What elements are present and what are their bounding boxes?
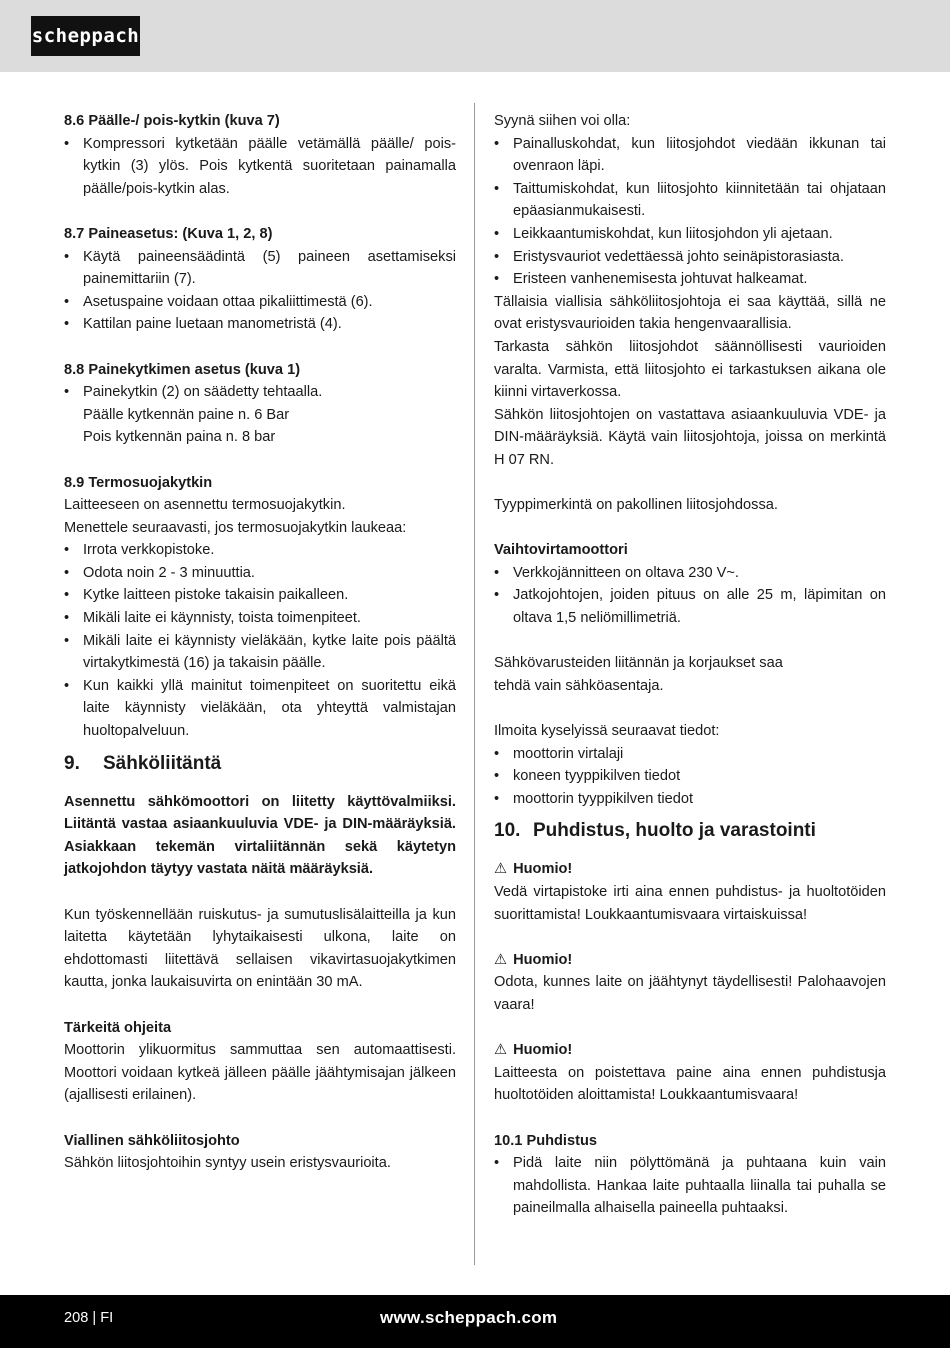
- warning-icon: ⚠: [494, 1042, 508, 1059]
- left-column: [64, 110, 456, 1175]
- column-divider: [474, 103, 475, 1265]
- list-item: • Kytke laitteen pistoke takaisin paikalleen.: [64, 584, 456, 607]
- on-pressure-text: Päälle kytkennän paine n. 6 Bar: [83, 406, 290, 423]
- list-item: • Mikäli laite ei käynnisty, toista toimenpiteet.: [64, 607, 456, 630]
- list-item: • Verkkojännitteen on oltava 230 V~.: [494, 562, 886, 585]
- section-8-9-line2: Menettele seuraavasti, jos termosuojakytkin laukeaa:: [64, 519, 407, 536]
- electrician-line-1: Sähkövarusteiden liitännän ja korjaukset saa: [494, 655, 783, 672]
- list-item: • moottorin tyyppikilven tiedot: [494, 788, 886, 811]
- website-url[interactable]: www.scheppach.com: [380, 1308, 558, 1327]
- section-9-para: Kun työskennellään ruiskutus- ja sumutuslisälaitteilla ja kun laitetta käytetään lyhytaikaisesti ulkona, laite on ehdottomasti liitettävä sellaisen vikavirtasuojakytkimen kautta, jonka laukaisuvirta on enintään 30 mA.: [64, 906, 456, 991]
- list-item: • koneen tyyppikilven tiedot: [494, 765, 886, 788]
- list-item: • Mikäli laite ei käynnisty vieläkään, kytke laite pois päältä virtakytkimestä (16) ja takaisin päälle.: [64, 630, 456, 675]
- inquiry-intro: Ilmoita kyselyissä seuraavat tiedot:: [494, 723, 720, 740]
- para-1: Tällaisia viallisia sähköliitosjohtoja ei saa käyttää, sillä ne ovat eristysvaurioiden takia hengenvaarallisia.: [494, 293, 886, 333]
- causes-intro: Syynä siihen voi olla:: [494, 113, 631, 129]
- section-8-6-list: [64, 133, 456, 201]
- warning-3-text: Laitteesta on poistettava paine aina ennen puhdistusja huoltotöiden aloittamista! Loukkaantumisvaara!: [494, 1064, 886, 1104]
- section-10-title-text: Puhdistus, huolto ja varastointi: [533, 820, 816, 842]
- important-text: Moottorin ylikuormitus sammuttaa sen automaattisesti. Moottori voidaan kytkeä jälleen päälle jäähtymisajan jälkeen (ajallisesti erilainen).: [64, 1042, 456, 1104]
- warning-label: Huomio!: [513, 1042, 573, 1059]
- list-item: • Irrota verkkopistoke.: [64, 539, 456, 562]
- ac-motor-heading: Vaihtovirtamoottori: [494, 542, 628, 559]
- section-8-9-list: [64, 539, 456, 742]
- list-item: • Eristysvauriot vedettäessä johto seinäpistorasiasta.: [494, 246, 886, 269]
- ac-motor-list: [494, 562, 886, 630]
- para-4: Tyyppimerkintä on pakollinen liitosjohdossa.: [494, 497, 778, 514]
- faulty-cable-heading: Viallinen sähköliitosjohto: [64, 1132, 240, 1149]
- list-item: • Pidä laite niin pölyttömänä ja puhtaana kuin vain mahdollista. Hankaa laite puhtaalla liinalla tai puhalla se paineilmalla alhaisella paineella puhtaaksi.: [494, 1152, 886, 1220]
- list-item: • Kattilan paine luetaan manometristä (4).: [64, 313, 456, 336]
- section-10-1-heading: 10.1 Puhdistus: [494, 1132, 597, 1149]
- electrician-line-2: tehdä vain sähköasentaja.: [494, 677, 664, 694]
- important-heading: Tärkeitä ohjeita: [64, 1019, 172, 1036]
- right-column: [494, 110, 886, 1220]
- section-10-number: 10.: [494, 820, 521, 842]
- warning-icon: ⚠: [494, 861, 508, 878]
- warning-2-heading: [494, 949, 886, 972]
- section-8-8-list: [64, 381, 456, 404]
- list-item: • Kompressori kytketään päälle vetämällä päälle/ pois-kytkin (3) ylös. Pois kytkentä suoritetaan painamalla päälle/pois-kytkin alas.: [64, 133, 456, 201]
- off-pressure-text: Pois kytkennän paina n. 8 bar: [83, 429, 276, 446]
- warning-3-heading: [494, 1039, 886, 1062]
- inquiry-list: [494, 743, 886, 811]
- list-item: • Kun kaikki yllä mainitut toimenpiteet on suoritettu eikä laite käynnisty vieläkään, ota yhteyttä valmistajan huoltopalveluun.: [64, 675, 456, 743]
- list-item: • Painalluskohdat, kun liitosjohdot viedään ikkunan tai ovenraon läpi.: [494, 133, 886, 178]
- list-item: • Jatkojohtojen, joiden pituus on alle 25 m, läpimitan on oltava 1,5 neliömillimetriä.: [494, 584, 886, 629]
- causes-list: [494, 133, 886, 291]
- warning-1-heading: [494, 858, 886, 881]
- list-item: • Painekytkin (2) on säädetty tehtaalla.: [64, 381, 456, 404]
- section-10-1-list: [494, 1152, 886, 1220]
- section-9-title-text: Sähköliitäntä: [103, 752, 222, 774]
- section-8-9-heading: 8.9 Termosuojakytkin: [64, 474, 213, 491]
- section-9-title: [64, 751, 456, 777]
- section-9-bold-intro: Asennettu sähkömoottori on liitetty käyttövalmiiksi. Liitäntä vastaa asiaankuuluvia VDE- ja DIN-määräyksiä. Asiakkaan tekemän virtaliitännän sekä käytetyn jatkojohdon täytyy vastata näitä määräyksiä.: [64, 793, 456, 878]
- section-8-7-list: [64, 246, 456, 336]
- section-8-9-line1: Laitteeseen on asennettu termosuojakytkin.: [64, 497, 346, 514]
- faulty-cable-text: Sähkön liitosjohtoihin syntyy usein eristysvaurioita.: [64, 1155, 391, 1172]
- scheppach-logo: scheppach: [31, 16, 140, 56]
- warning-2-text: Odota, kunnes laite on jäähtynyt täydellisesti! Palohaavojen vaara!: [494, 974, 886, 1013]
- para-2: Tarkasta sähkön liitosjohdot säännöllisesti vaurioiden varalta. Varmista, että liitosjohto ei tarkastuksen aikana ole kiinni virtaverkossa.: [494, 338, 886, 401]
- list-item: • Käytä paineensäädintä (5) paineen asettamiseksi painemittariin (7).: [64, 246, 456, 291]
- section-9-number: 9.: [64, 752, 80, 774]
- list-item: • moottorin virtalaji: [494, 743, 886, 766]
- warning-icon: ⚠: [494, 951, 508, 968]
- para-3: Sähkön liitosjohtojen on vastattava asiaankuuluvia VDE- ja DIN-määräyksiä. Käytä vain liitosjohtoja, joissa on merkintä H 07 RN.: [494, 406, 886, 468]
- warning-label: Huomio!: [513, 951, 573, 968]
- section-10-title: [494, 818, 886, 844]
- list-item: • Eristeen vanhenemisesta johtuvat halkeamat.: [494, 268, 886, 291]
- footer-bar: [0, 1295, 950, 1348]
- warning-1-text: Vedä virtapistoke irti aina ennen puhdistus- ja huoltotöiden suorittamista! Loukkaantumisvaara virtaiskuissa!: [494, 884, 886, 923]
- list-item: • Odota noin 2 - 3 minuuttia.: [64, 562, 456, 585]
- section-8-6-heading: 8.6 Päälle-/ pois-kytkin (kuva 7): [64, 113, 280, 129]
- warning-label: Huomio!: [513, 861, 573, 878]
- header-bar: [0, 0, 950, 72]
- list-item: • Leikkaantumiskohdat, kun liitosjohdon yli ajetaan.: [494, 223, 886, 246]
- section-8-7-heading: 8.7 Paineasetus: (Kuva 1, 2, 8): [64, 225, 273, 242]
- section-8-8-heading: 8.8 Painekytkimen asetus (kuva 1): [64, 361, 301, 378]
- page-number: 208 | FI: [64, 1310, 114, 1326]
- list-item: • Asetuspaine voidaan ottaa pikaliittimestä (6).: [64, 291, 456, 314]
- list-item: • Taittumiskohdat, kun liitosjohto kiinnitetään tai ohjataan epäasianmukaisesti.: [494, 178, 886, 223]
